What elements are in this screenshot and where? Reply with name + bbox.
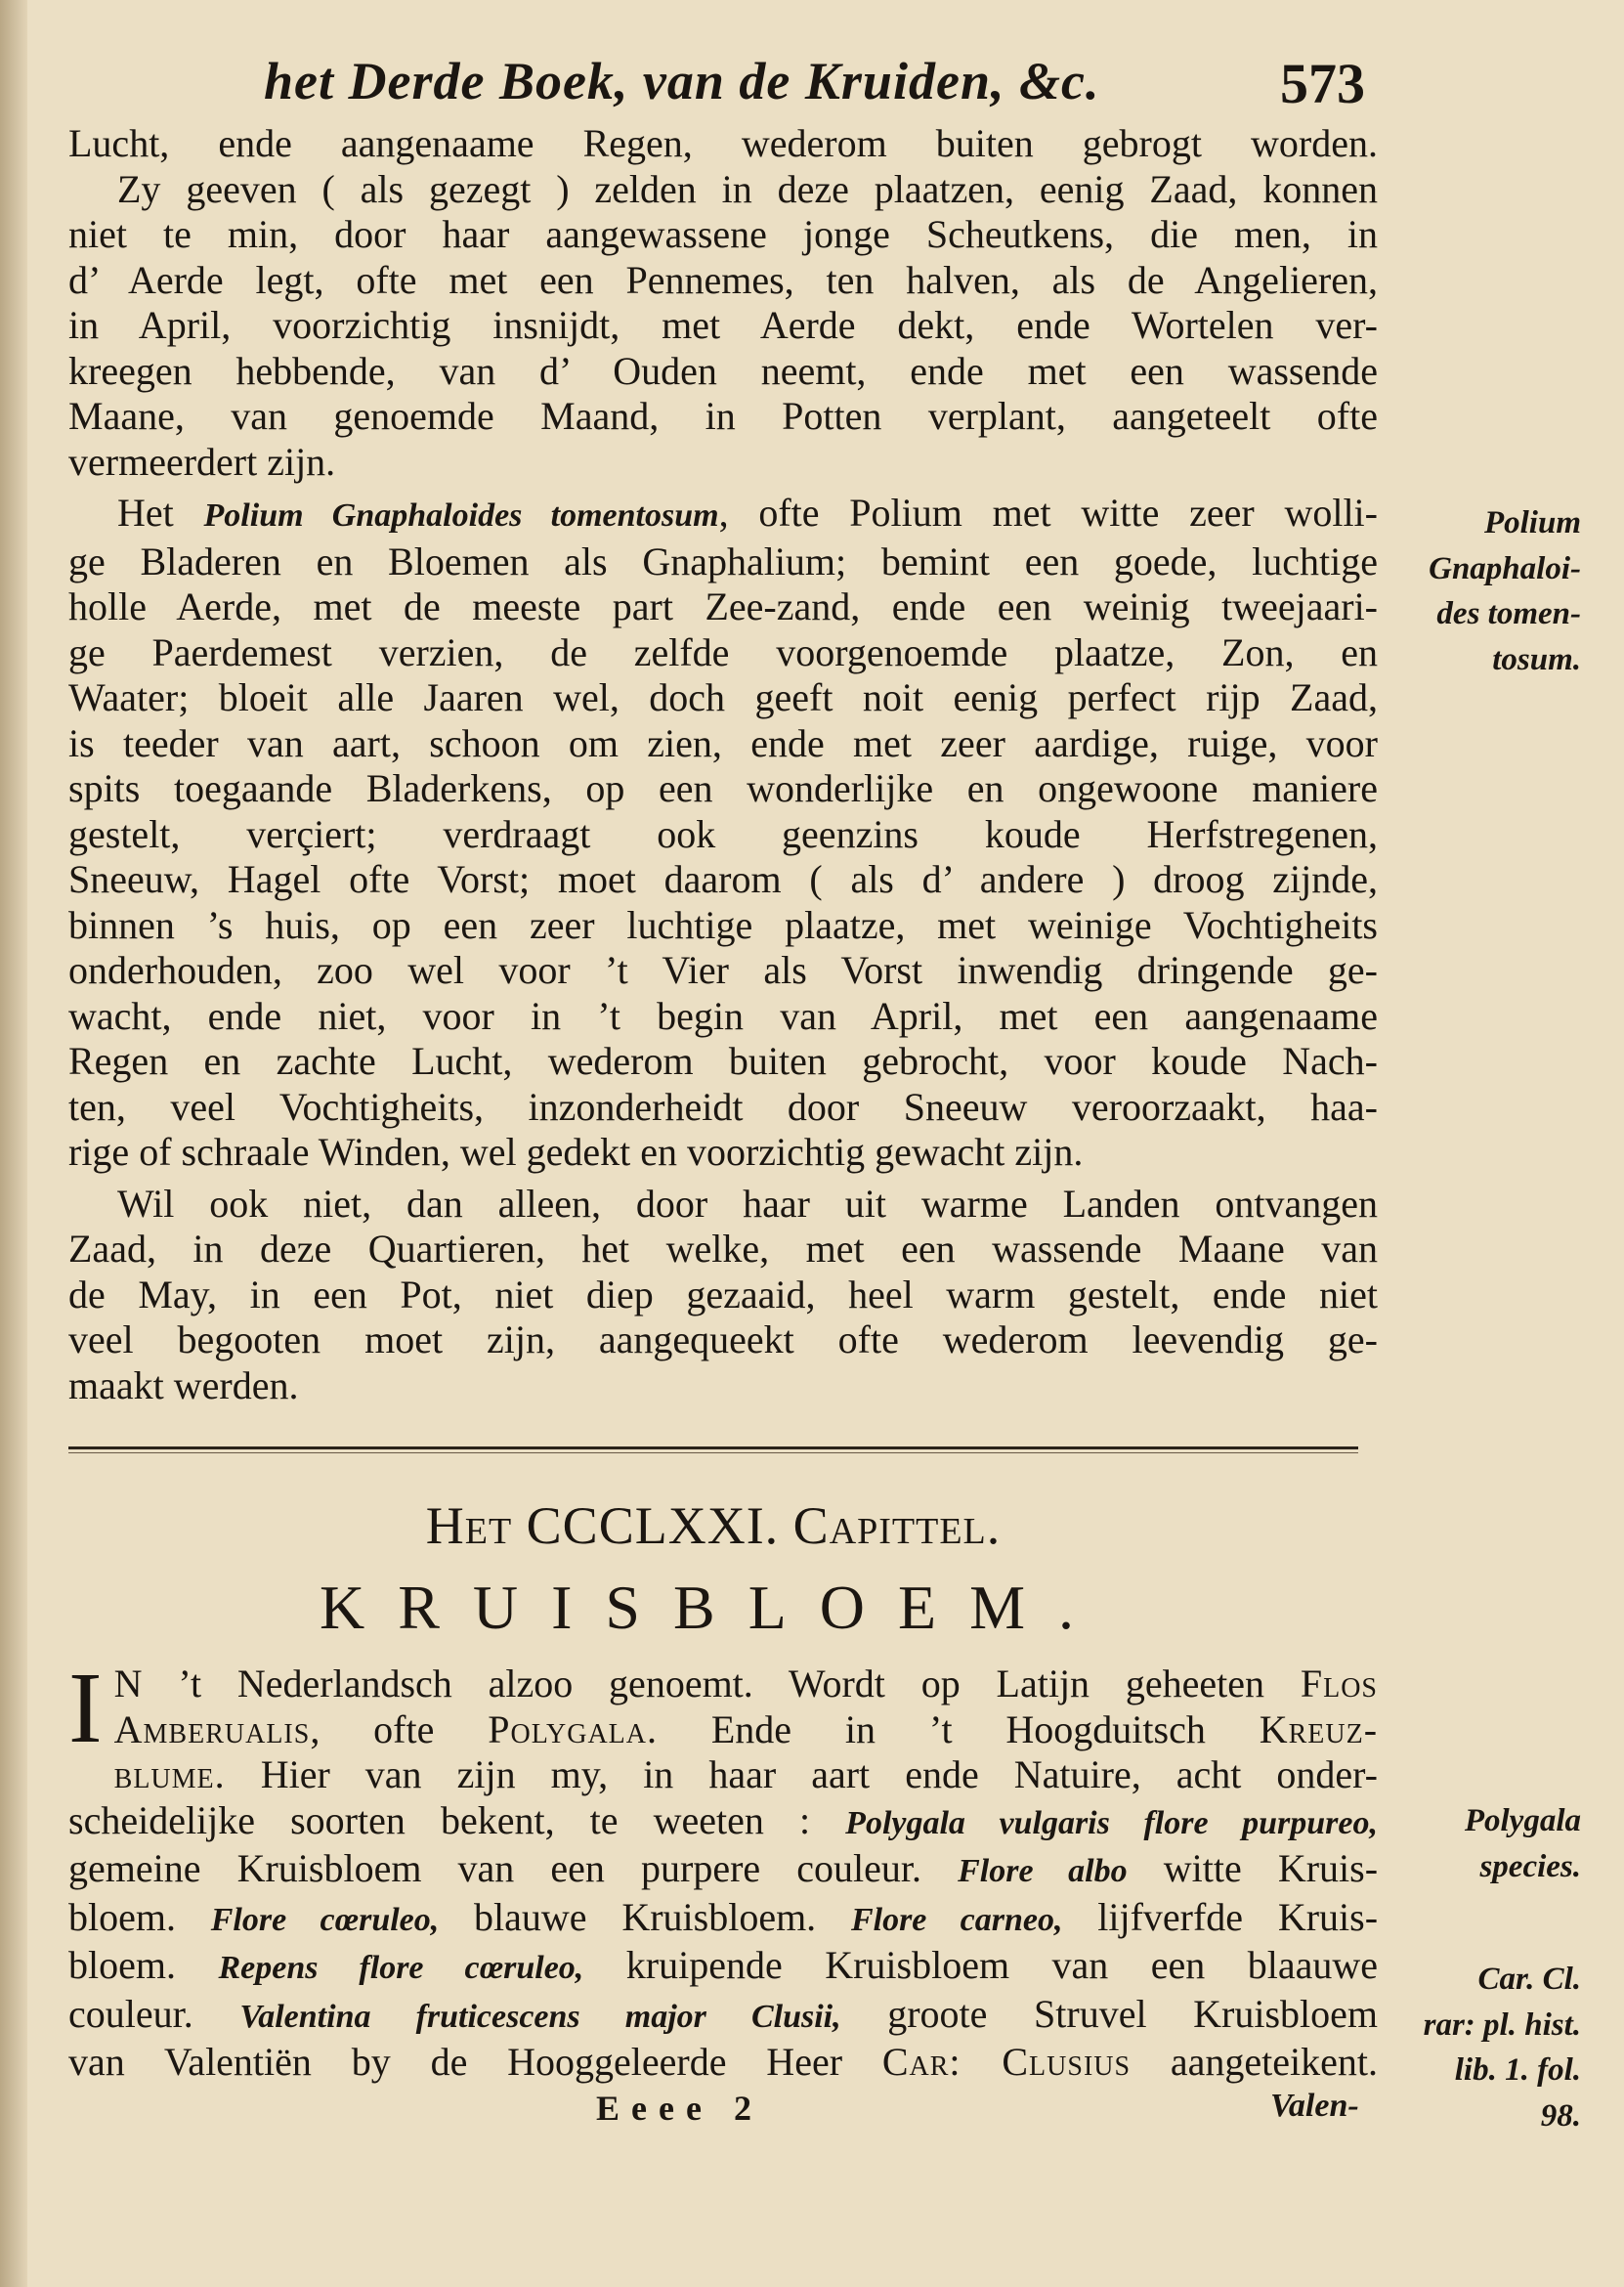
latin-name: Polium Gnaphaloides tomentosum bbox=[203, 497, 719, 534]
text-line: Waater; bloeit alle Jaaren wel, doch geeft noit eenig perfect rijp Zaad, bbox=[68, 675, 1378, 719]
text-run: bloem. bbox=[68, 1894, 176, 1939]
page-gutter-shadow bbox=[0, 0, 27, 2287]
running-title: het Derde Boek, van de Kruiden, &c. bbox=[264, 52, 1100, 110]
latin-name: Flore carneo, bbox=[850, 1901, 1063, 1938]
text-line: Regen en zachte Lucht, wederom buiten gebrocht, voor koude Nach- bbox=[68, 1039, 1378, 1083]
text-run: blauwe Kruisbloem. bbox=[474, 1894, 817, 1939]
text-line bbox=[68, 491, 1378, 539]
text-line: holle Aerde, met de meeste part Zee-zand, ende een weinig tweejaari- bbox=[68, 584, 1378, 628]
text-line: d’ Aerde legt, ofte met een Pennemes, ten halven, als de Angelieren, bbox=[68, 257, 1378, 302]
margin-note-line: 98. bbox=[1540, 2097, 1581, 2134]
text-run: witte Kruis- bbox=[1163, 1846, 1379, 1890]
text-line: ten, veel Vochtigheits, inzonderheidt door Sneeuw veroorzaakt, haa- bbox=[68, 1084, 1378, 1129]
text-line: Sneeuw, Hagel ofte Vorst; moet daarom ( als d’ andere ) droog zijnde, bbox=[68, 857, 1378, 901]
drop-cap: I bbox=[68, 1652, 103, 1764]
margin-note-line: lib. 1. fol. bbox=[1454, 2052, 1581, 2088]
page-number: 573 bbox=[1280, 52, 1365, 115]
text-line: kreegen hebbende, van d’ Ouden neemt, ende met een wassende bbox=[68, 348, 1378, 393]
text-line bbox=[68, 1846, 1378, 1895]
latin-name: Repens flore cœruleo, bbox=[218, 1950, 584, 1986]
text-line: onderhouden, zoo wel voor ’t Vier als Vorst inwendig dringende ge- bbox=[68, 948, 1378, 992]
text-run: Car: Clusius bbox=[881, 2040, 1132, 2084]
text-line: binnen ’s huis, op een zeer luchtige plaatze, met weinige Vochtigheits bbox=[68, 902, 1378, 947]
text-run: van Valentiën by de Hooggeleerde Heer bbox=[68, 2040, 843, 2084]
margin-note-line: Car. Cl. bbox=[1477, 1962, 1581, 1997]
latin-name: Flore albo bbox=[958, 1853, 1128, 1889]
margin-note-line: des tomen- bbox=[1436, 596, 1581, 631]
chapter-text bbox=[68, 1652, 1379, 2086]
text-line: niet te min, door haar aangewassene jonge Scheutkens, die men, in bbox=[68, 212, 1378, 256]
margin-note-polium bbox=[1386, 500, 1581, 682]
text-run: N ’t Nederlandsch alzoo genoemt. Wordt op Latijn geheeten bbox=[113, 1661, 1265, 1705]
text-line: gestelt, verçiert; verdraagt ook geenzins koude Herfstregenen, bbox=[68, 811, 1378, 856]
chapter-heading: Het CCCLXXI. Capittel. bbox=[425, 1496, 1002, 1555]
text-line: vermeerdert zijn. bbox=[68, 439, 336, 484]
chapter-title: KRUISBLOEM. bbox=[319, 1573, 1108, 1642]
text-run: gemeine Kruisbloem van een purpere couleur. bbox=[68, 1846, 922, 1890]
margin-note-line: Polygala bbox=[1464, 1803, 1581, 1838]
text-line bbox=[68, 1895, 1378, 1944]
latin-name: Valentina fruticescens major Clusii, bbox=[239, 1998, 841, 2035]
text-run: Amberualis bbox=[113, 1706, 311, 1751]
text-run: Kreuz- bbox=[1259, 1706, 1379, 1751]
text-line: Wil ook niet, dan alleen, door haar uit warme Landen ontvangen bbox=[117, 1181, 1378, 1226]
body-text bbox=[68, 121, 1378, 1408]
signature-mark: Eeee 2 bbox=[596, 2089, 763, 2128]
text-line bbox=[68, 1752, 1378, 1798]
text-line bbox=[68, 1992, 1378, 2041]
text-run: bloem. bbox=[68, 1943, 176, 1987]
text-line bbox=[68, 1707, 1378, 1753]
page-footer bbox=[0, 2088, 1624, 2146]
text-run: Ende in ’t Hoogduitsch bbox=[710, 1706, 1206, 1751]
latin-name: Flore cœruleo, bbox=[210, 1901, 440, 1938]
margin-note-line: rar: pl. hist. bbox=[1423, 2007, 1581, 2043]
text-line: veel begooten moet zijn, aangequeekt ofte wederom leevendig ge- bbox=[68, 1317, 1378, 1361]
margin-note-line: species. bbox=[1479, 1848, 1581, 1884]
text-line: wacht, ende niet, voor in ’t begin van April, met een aangenaame bbox=[68, 993, 1378, 1038]
text-run: aangeteikent. bbox=[1170, 2040, 1379, 2084]
text-run: Polygala. bbox=[488, 1706, 658, 1751]
text-run: Het bbox=[117, 491, 174, 535]
text-line: Maane, van genoemde Maand, in Potten verplant, aangeteelt ofte bbox=[68, 394, 1378, 438]
text-run: Flos bbox=[1300, 1661, 1378, 1705]
margin-note-line: Polium bbox=[1483, 505, 1581, 540]
section-divider-thin bbox=[68, 1452, 1358, 1453]
text-line bbox=[68, 1943, 1378, 1992]
text-run: , ofte Polium met witte zeer wolli- bbox=[718, 491, 1378, 535]
text-line: Zy geeven ( als gezegt ) zelden in deze plaatzen, eenig Zaad, konnen bbox=[117, 166, 1378, 211]
text-line bbox=[68, 1798, 1378, 1847]
text-line: Zaad, in deze Quartieren, het welke, met een wassende Maane van bbox=[68, 1227, 1378, 1271]
section-divider bbox=[68, 1446, 1358, 1449]
text-line bbox=[68, 1661, 1378, 1707]
margin-note-line: Gnaphaloi- bbox=[1429, 550, 1581, 586]
text-run: blume. bbox=[113, 1752, 226, 1796]
text-line: rige of schraale Winden, wel gedekt en voorzichtig gewacht zijn. bbox=[68, 1130, 1084, 1174]
text-run: , ofte bbox=[310, 1706, 435, 1751]
text-run: couleur. bbox=[68, 1991, 193, 2036]
text-line: ge Bladeren en Bloemen als Gnaphalium; bemint een goede, luchtige bbox=[68, 539, 1378, 583]
text-line: de May, in een Pot, niet diep gezaaid, heel warm gestelt, ende niet bbox=[68, 1272, 1378, 1316]
catchword: Valen- bbox=[1270, 2088, 1359, 2124]
margin-note-line: tosum. bbox=[1492, 641, 1581, 677]
text-line: in April, voorzichtig insnijdt, met Aerde dekt, ende Wortelen ver- bbox=[68, 303, 1378, 347]
margin-note-polygala bbox=[1386, 1798, 1581, 1889]
text-line: Lucht, ende aangenaame Regen, wederom buiten gebrogt worden. bbox=[68, 121, 1378, 165]
text-run: lijfverfde Kruis- bbox=[1097, 1894, 1379, 1939]
text-run: groote Struvel Kruisbloem bbox=[887, 1991, 1379, 2036]
text-line: is teeder van aart, schoon om zien, ende met zeer aardige, ruige, voor bbox=[68, 720, 1378, 765]
text-run: scheidelijke soorten bekent, te weeten : bbox=[68, 1797, 811, 1842]
text-run: kruipende Kruisbloem van een blaauwe bbox=[625, 1943, 1378, 1987]
page-header bbox=[0, 43, 1624, 121]
text-line bbox=[68, 2040, 1378, 2086]
text-line: spits toegaande Bladerkens, op een wonderlijke en ongewoone maniere bbox=[68, 766, 1378, 810]
text-line: ge Paerdemest verzien, de zelfde voorgenoemde plaatze, Zon, en bbox=[68, 629, 1378, 674]
latin-name: Polygala vulgaris flore purpureo, bbox=[845, 1804, 1378, 1841]
text-line: maakt werden. bbox=[68, 1362, 299, 1407]
text-run: Hier van zijn my, in haar aart ende Natuire, acht onder- bbox=[260, 1752, 1378, 1796]
